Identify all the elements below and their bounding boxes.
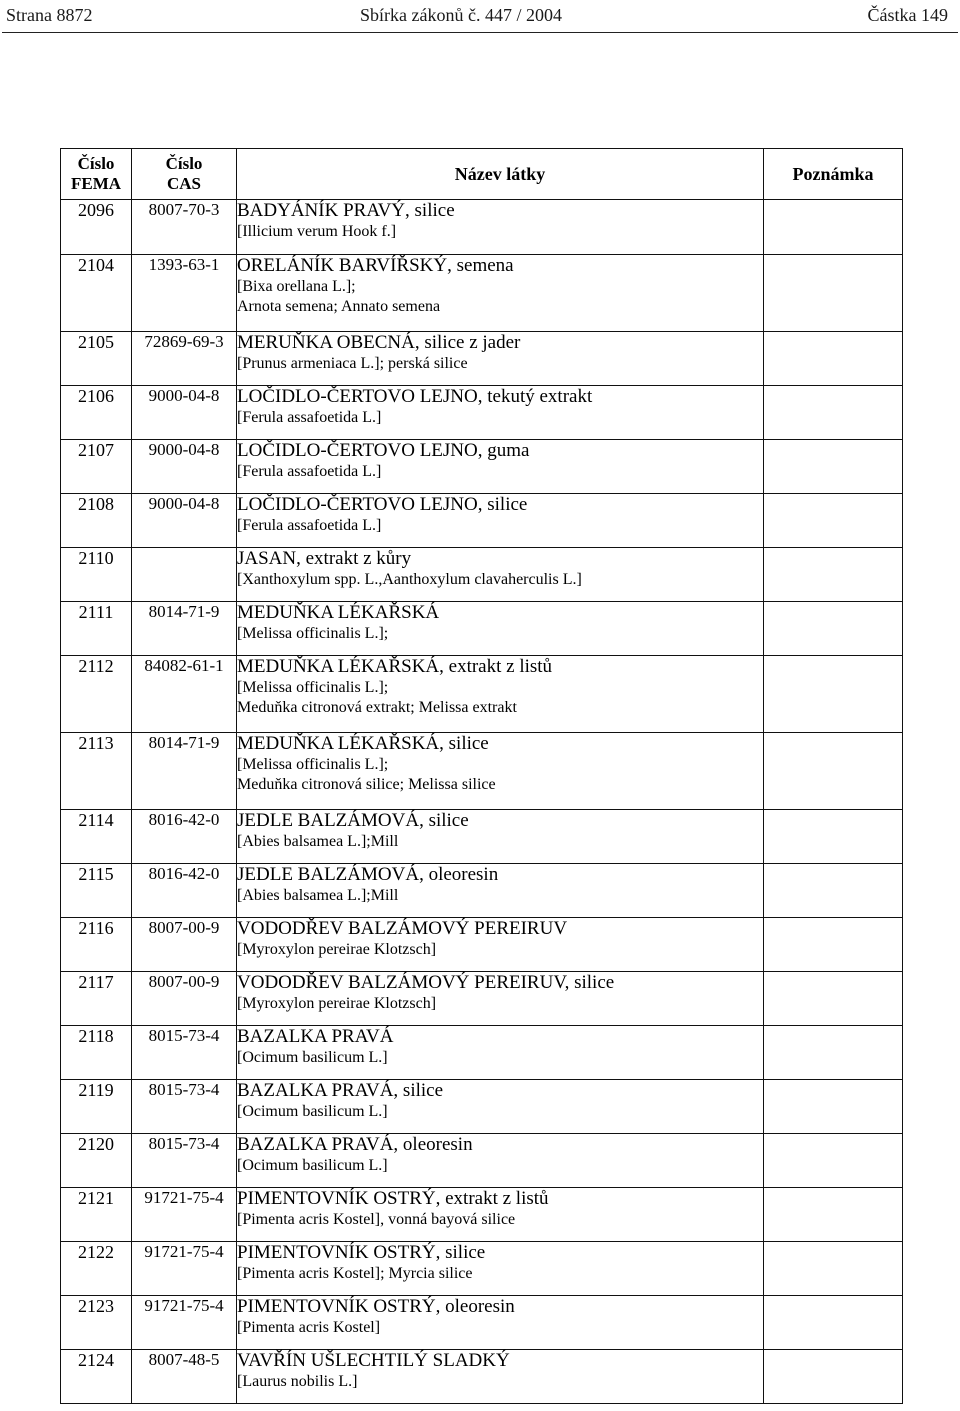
note-cell (764, 440, 903, 494)
part-number: Částka 149 (867, 5, 948, 25)
table-row (61, 602, 903, 656)
substance-detail: [Ocimum basilicum L.] (237, 1103, 388, 1120)
substance-name: BAZALKA PRAVÁ, oleoresin (237, 1134, 473, 1155)
substance-detail: [Ocimum basilicum L.] (237, 1049, 388, 1066)
cas-number: 8007-00-9 (132, 918, 237, 972)
table-row (61, 864, 903, 918)
fema-number: 2114 (61, 810, 132, 864)
table-row (61, 918, 903, 972)
note-cell (764, 1350, 903, 1404)
table-row (61, 332, 903, 386)
table-row (61, 1242, 903, 1296)
substance-detail: Meduňka citronová silice; Melissa silice (237, 776, 496, 793)
column-header-cas-line1: Číslo (165, 154, 203, 173)
page-number: Strana 8872 (6, 5, 93, 25)
cas-number: 8016-42-0 (132, 810, 237, 864)
fema-number: 2118 (61, 1026, 132, 1080)
cas-number: 8015-73-4 (132, 1026, 237, 1080)
substance-detail: [Ferula assafoetida L.] (237, 517, 382, 534)
cas-number: 8014-71-9 (132, 733, 237, 810)
fema-number: 2105 (61, 332, 132, 386)
column-header-fema (61, 149, 132, 200)
fema-number: 2124 (61, 1350, 132, 1404)
table-row (61, 548, 903, 602)
note-cell (764, 1080, 903, 1134)
substance-name: MEDUŇKA LÉKAŘSKÁ, extrakt z listů (237, 656, 553, 677)
substance-name: BADYÁNÍK PRAVÝ, silice (237, 200, 455, 221)
substance-name-cell (237, 1026, 764, 1080)
note-cell (764, 1242, 903, 1296)
table-row (61, 386, 903, 440)
cas-number: 8016-42-0 (132, 864, 237, 918)
substance-detail: [Pimenta acris Kostel]; Myrcia silice (237, 1265, 473, 1282)
substance-detail: Meduňka citronová extrakt; Melissa extrakt (237, 699, 517, 716)
note-cell (764, 200, 903, 255)
cas-number: 91721-75-4 (132, 1188, 237, 1242)
fema-number: 2104 (61, 255, 132, 332)
note-cell (764, 386, 903, 440)
column-header-cas-line2: CAS (166, 174, 201, 193)
substance-detail: [Myroxylon pereirae Klotzsch] (237, 995, 437, 1012)
fema-number: 2096 (61, 200, 132, 255)
substance-name: BAZALKA PRAVÁ (237, 1026, 394, 1047)
cas-number: 8007-70-3 (132, 200, 237, 255)
fema-number: 2107 (61, 440, 132, 494)
note-cell (764, 918, 903, 972)
note-cell (764, 1134, 903, 1188)
substance-name: JASAN, extrakt z kůry (237, 548, 412, 569)
table-body (61, 200, 903, 1404)
note-cell (764, 255, 903, 332)
note-cell (764, 602, 903, 656)
table-row (61, 1296, 903, 1350)
substance-name: JEDLE BALZÁMOVÁ, oleoresin (237, 864, 499, 885)
substance-name-cell (237, 255, 764, 332)
fema-number: 2116 (61, 918, 132, 972)
cas-number: 8007-48-5 (132, 1350, 237, 1404)
substance-detail: [Melissa officinalis L.]; (237, 756, 389, 773)
table-row (61, 200, 903, 255)
substance-name: PIMENTOVNÍK OSTRÝ, silice (237, 1242, 486, 1263)
note-cell (764, 1296, 903, 1350)
fema-number: 2106 (61, 386, 132, 440)
fema-number: 2108 (61, 494, 132, 548)
substance-name: MEDUŇKA LÉKAŘSKÁ (237, 602, 440, 623)
substance-detail: [Abies balsamea L.];Mill (237, 887, 399, 904)
table-row (61, 494, 903, 548)
substance-name: JEDLE BALZÁMOVÁ, silice (237, 810, 469, 831)
fema-number: 2113 (61, 733, 132, 810)
substance-detail: [Abies balsamea L.];Mill (237, 833, 399, 850)
substance-name: ORELÁNÍK BARVÍŘSKÝ, semena (237, 255, 514, 276)
substance-name-cell (237, 864, 764, 918)
fema-number: 2119 (61, 1080, 132, 1134)
cas-number: 91721-75-4 (132, 1242, 237, 1296)
page-header (0, 0, 960, 32)
substance-name-cell (237, 1242, 764, 1296)
table-header-row (61, 149, 903, 200)
substance-name-cell (237, 548, 764, 602)
substance-name-cell (237, 1134, 764, 1188)
column-header-fema-line1: Číslo (77, 154, 115, 173)
substance-detail: [Illicium verum Hook f.] (237, 223, 397, 240)
substance-name-cell (237, 440, 764, 494)
law-year: / 2004 (516, 5, 562, 25)
substance-name-cell (237, 1188, 764, 1242)
fema-number: 2123 (61, 1296, 132, 1350)
fema-number: 2115 (61, 864, 132, 918)
cas-number: 9000-04-8 (132, 494, 237, 548)
note-cell (764, 656, 903, 733)
law-number: 447 (484, 5, 512, 25)
fema-number: 2111 (61, 602, 132, 656)
substance-detail: [Laurus nobilis L.] (237, 1373, 358, 1390)
note-cell (764, 494, 903, 548)
column-header-fema-line2: FEMA (70, 174, 122, 193)
header-divider (2, 32, 958, 33)
substance-detail: [Xanthoxylum spp. L.,Aanthoxylum clavaherculis L.] (237, 571, 582, 588)
substance-table (60, 148, 903, 1404)
substance-name: BAZALKA PRAVÁ, silice (237, 1080, 444, 1101)
collection-prefix: Sbírka zákonů č. (360, 5, 481, 25)
fema-number: 2112 (61, 656, 132, 733)
table-row (61, 733, 903, 810)
substance-name: LOČIDLO-ČERTOVO LEJNO, guma (237, 440, 530, 461)
substance-name: VODODŘEV BALZÁMOVÝ PEREIRUV, silice (237, 972, 615, 993)
table-row (61, 972, 903, 1026)
fema-number: 2110 (61, 548, 132, 602)
note-cell (764, 810, 903, 864)
substance-name-cell (237, 1080, 764, 1134)
table-row (61, 1026, 903, 1080)
cas-number: 72869-69-3 (132, 332, 237, 386)
fema-number: 2120 (61, 1134, 132, 1188)
cas-number (132, 548, 237, 602)
table-row (61, 1134, 903, 1188)
column-header-cas (132, 149, 237, 200)
column-header-name: Název látky (237, 149, 764, 200)
substance-name-cell (237, 332, 764, 386)
fema-number: 2122 (61, 1242, 132, 1296)
note-cell (764, 864, 903, 918)
cas-number: 8015-73-4 (132, 1080, 237, 1134)
substance-name-cell (237, 200, 764, 255)
substance-detail: [Ferula assafoetida L.] (237, 409, 382, 426)
substance-name-cell (237, 1296, 764, 1350)
substance-detail: [Ocimum basilicum L.] (237, 1157, 388, 1174)
table-row (61, 1350, 903, 1404)
substance-detail: [Myroxylon pereirae Klotzsch] (237, 941, 437, 958)
note-cell (764, 1026, 903, 1080)
substance-detail: [Bixa orellana L.]; (237, 278, 356, 295)
substance-name-cell (237, 918, 764, 972)
substance-name-cell (237, 810, 764, 864)
table-row (61, 656, 903, 733)
table-row (61, 1188, 903, 1242)
substance-name-cell (237, 386, 764, 440)
fema-number: 2117 (61, 972, 132, 1026)
substance-name: PIMENTOVNÍK OSTRÝ, extrakt z listů (237, 1188, 549, 1209)
substance-name: MEDUŇKA LÉKAŘSKÁ, silice (237, 733, 489, 754)
substance-detail: [Melissa officinalis L.]; (237, 625, 389, 642)
substance-detail: [Ferula assafoetida L.] (237, 463, 382, 480)
substance-detail: [Melissa officinalis L.]; (237, 679, 389, 696)
substance-name-cell (237, 656, 764, 733)
substance-detail: [Pimenta acris Kostel] (237, 1319, 381, 1336)
note-cell (764, 972, 903, 1026)
substance-detail: [Pimenta acris Kostel], vonná bayová silice (237, 1211, 516, 1228)
table-row (61, 1080, 903, 1134)
table-row (61, 255, 903, 332)
cas-number: 91721-75-4 (132, 1296, 237, 1350)
substance-detail: Arnota semena; Annato semena (237, 298, 441, 315)
note-cell (764, 548, 903, 602)
cas-number: 8014-71-9 (132, 602, 237, 656)
cas-number: 84082-61-1 (132, 656, 237, 733)
substance-name: LOČIDLO-ČERTOVO LEJNO, tekutý extrakt (237, 386, 593, 407)
cas-number: 8007-00-9 (132, 972, 237, 1026)
note-cell (764, 733, 903, 810)
fema-number: 2121 (61, 1188, 132, 1242)
substance-name: MERUŇKA OBECNÁ, silice z jader (237, 332, 521, 353)
substance-name-cell (237, 972, 764, 1026)
table-row (61, 810, 903, 864)
substance-name-cell (237, 602, 764, 656)
substance-name: PIMENTOVNÍK OSTRÝ, oleoresin (237, 1296, 515, 1317)
substance-detail: [Prunus armeniaca L.]; perská silice (237, 355, 468, 372)
substance-name: VAVŘÍN UŠLECHTILÝ SLADKÝ (237, 1350, 510, 1371)
cas-number: 8015-73-4 (132, 1134, 237, 1188)
cas-number: 9000-04-8 (132, 440, 237, 494)
column-header-note: Poznámka (764, 149, 903, 200)
substance-name-cell (237, 1350, 764, 1404)
substance-name-cell (237, 733, 764, 810)
cas-number: 1393-63-1 (132, 255, 237, 332)
note-cell (764, 1188, 903, 1242)
substance-name: VODODŘEV BALZÁMOVÝ PEREIRUV (237, 918, 568, 939)
table-row (61, 440, 903, 494)
substance-name-cell (237, 494, 764, 548)
note-cell (764, 332, 903, 386)
cas-number: 9000-04-8 (132, 386, 237, 440)
substance-name: LOČIDLO-ČERTOVO LEJNO, silice (237, 494, 528, 515)
collection-reference (360, 5, 562, 26)
